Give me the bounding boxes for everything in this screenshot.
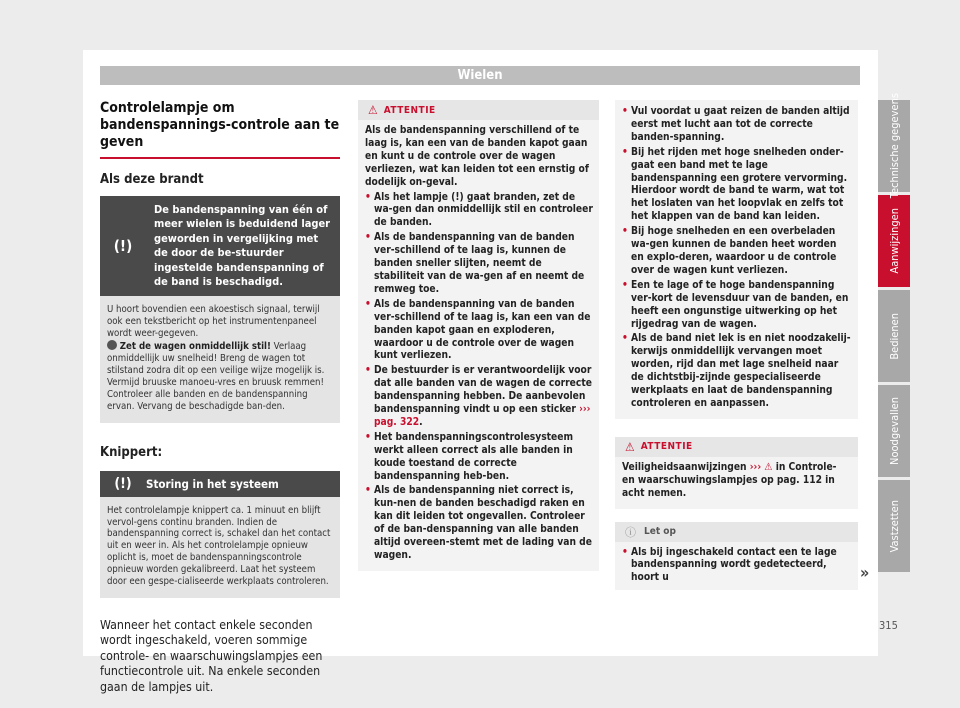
section2-heading: Knippert: [100,444,163,460]
warning2-reference-link[interactable]: ››› [749,461,762,473]
list-item: • Als de band niet lek is en niet noodzakelij-kerwijs onmiddellijk vervangen moet worden, rijd dan met lage snelheid naar de dichtstbij-zijnde gespecialiseerde werkplaats en laat de bandenspanning controleren en aanpassen. [622,333,852,410]
list-item: • Als de bandenspanning van de banden ver-schillend of te laag is, kan een van de banden kapot gaan en exploderen, waardoor u de controle over de wagen kunt verliezen. [365,299,593,364]
tab-bedienen[interactable] [878,290,910,382]
right-column [615,100,858,590]
warning-box-2 [615,437,858,509]
tire-pressure-icon: (!) [114,475,132,492]
list-item [365,365,593,430]
warning2-body [615,457,858,509]
note-body [615,542,858,591]
left-column [100,95,340,695]
tab-aanwijzingen[interactable] [878,195,910,287]
tab-label: Noodgevallen [887,397,901,465]
tab-technische-gegevens[interactable] [878,93,910,199]
chapter-header: Wielen [100,66,860,85]
info-box-1 [100,296,340,422]
section-title: Controlelampje om bandenspannings-controle aan te geven [100,95,340,159]
chapter-tabs [878,93,910,575]
tab-noodgevallen[interactable] [878,385,910,477]
tire-pressure-icon: (!) [113,237,133,256]
list-item: • Een te lage of te hoge bandenspanning ver-kort de levensduur van de banden, en heeft een ongunstige uitwerking op het rijgedrag van de wagen. [622,280,852,332]
tab-label: Bedienen [887,312,901,360]
list-item: • Als het lampje (!) gaat branden, zet de wa-gen dan onmiddellijk stil en controleer de banden. [365,192,593,231]
warning-intro: Als de bandenspanning verschillend of te laag is, kan een van de banden kapot gaan en kunt u de controle over de wagen verliezen, wat kan leiden tot een ernstig of dodelijk on-geval. [365,125,589,188]
storing-label: Storing in het systeem [146,476,279,491]
note-header [615,522,858,542]
body-paragraph: Wanneer het contact enkele seconden wordt ingeschakeld, voeren sommige controle- en waarschuwingslampjes een functiecontrole uit. Na enkele seconden gaan de lampjes uit. [100,617,323,694]
info-icon: ⓘ [625,525,636,539]
page-number: 315 [879,619,898,632]
continue-arrow: » [860,563,870,582]
warning2-text1: Veiligheidsaanwijzingen [622,461,750,473]
ref-tail: . [419,416,423,428]
warning-continuation-box [615,100,858,419]
page-reference-link[interactable]: ››› pag. 322 [374,404,591,428]
warning-box [358,100,599,571]
list-item: • Bij hoge snelheden en een overbeladen wa-gen kunnen de banden heet worden en explo-deren, waardoor u de controle over de wagen kunt verliezen. [622,226,852,278]
tab-label: Aanwijzingen [887,208,901,274]
lamp-box [100,196,340,296]
warning-continuation-body [615,100,858,419]
tab-vastzetten[interactable] [878,480,910,572]
section1-heading: Als deze brandt [100,172,204,187]
warning-body [358,120,599,571]
tab-label: Technische gegevens [887,93,901,199]
note-box [615,522,858,591]
info1-bold: Zet de wagen onmiddellijk stil! [119,341,271,353]
warning-icon [107,340,117,350]
list-item: • Als de bandenspanning niet correct is, kun-nen de banden beschadigd raken en kan dit leiden tot ongevallen. Controleer of de ban-denspanning van alle banden altijd overeen-stemt met de lading van de wagen. [365,485,593,562]
list-item: • Als bij ingeschakeld contact een te lage bandenspanning wordt gedetecteerd, hoort u [622,547,852,586]
warning-triangle-icon: ⚠ [368,103,378,117]
lamp-description: De bandenspanning van één of meer wielen is beduidend lager geworden in vergelijking met de door de be-stuurder ingestelde bandenspanning of de band is beschadigd. [154,203,331,289]
list-item-text: De bestuurder is er verantwoordelijk voor dat alle banden van de wagen de correcte bandenspanning hebben. De aanbevolen bandenspanning vindt u op een sticker [374,365,592,416]
info-box-2: Het controlelampje knippert ca. 1 minuut en blijft vervol-gens continu branden. Indien de bandenspanning correct is, schakel dan het contact uit en weer in. Als het controlelampje opnieuw oplicht is, moet de bandenspanningscontrole opnieuw worden gekalibreerd. Laat het systeem door een gespe-cialiseerde werkplaats controleren. [100,497,340,598]
list-item: • Het bandenspanningscontrolesysteem werkt alleen correct als alle banden in koude toestand de correcte bandenspanning heb-ben. [365,432,593,484]
info1-rest: Verlaag onmiddellijk uw snelheid! Breng de wagen tot stilstand zodra dit op een veilige wijze mogelijk is. Vermijd bruuske manoeu-vres en bruusk remmen! Controleer alle banden en de bandenspanning ervan. Vervang de beschadigde ban-den. [107,341,325,412]
middle-column [358,100,599,571]
warning-label: ATTENTIE [383,104,436,116]
warning2-text2: in Controle- en waarschuwingslampjes op pag. 112 in acht nemen. [622,461,837,499]
note-label: Let op [644,526,676,538]
warning2-header [615,437,858,457]
warning2-label: ATTENTIE [640,441,693,453]
list-item: • Vul voordat u gaat reizen de banden altijd eerst met lucht aan tot de correcte banden-spanning. [622,106,852,145]
tab-label: Vastzetten [887,499,901,553]
storing-bar [100,471,340,497]
warning-triangle-icon: ⚠ [625,439,635,454]
warning-triangle-icon: ⚠ [764,461,773,473]
warning-header [358,100,599,120]
list-item: • Bij het rijden met hoge snelheden onder-gaat een band met te lage bandenspanning een grotere vervorming. Hierdoor wordt de band te warm, wat tot het loslaten van het loopvlak en zelfs tot het klappen van de band kan leiden. [622,147,852,224]
info1-text: U hoort bovendien een akoestisch signaal, terwijl ook een tekstbericht op het instrumentenpaneel wordt weer-gegeven. [107,304,320,340]
list-item: • Als de bandenspanning van de banden ver-schillend of te laag is, kunnen de banden sneller slijten, neemt de stabiliteit van de wa-gen af en neemt de remweg toe. [365,232,593,297]
